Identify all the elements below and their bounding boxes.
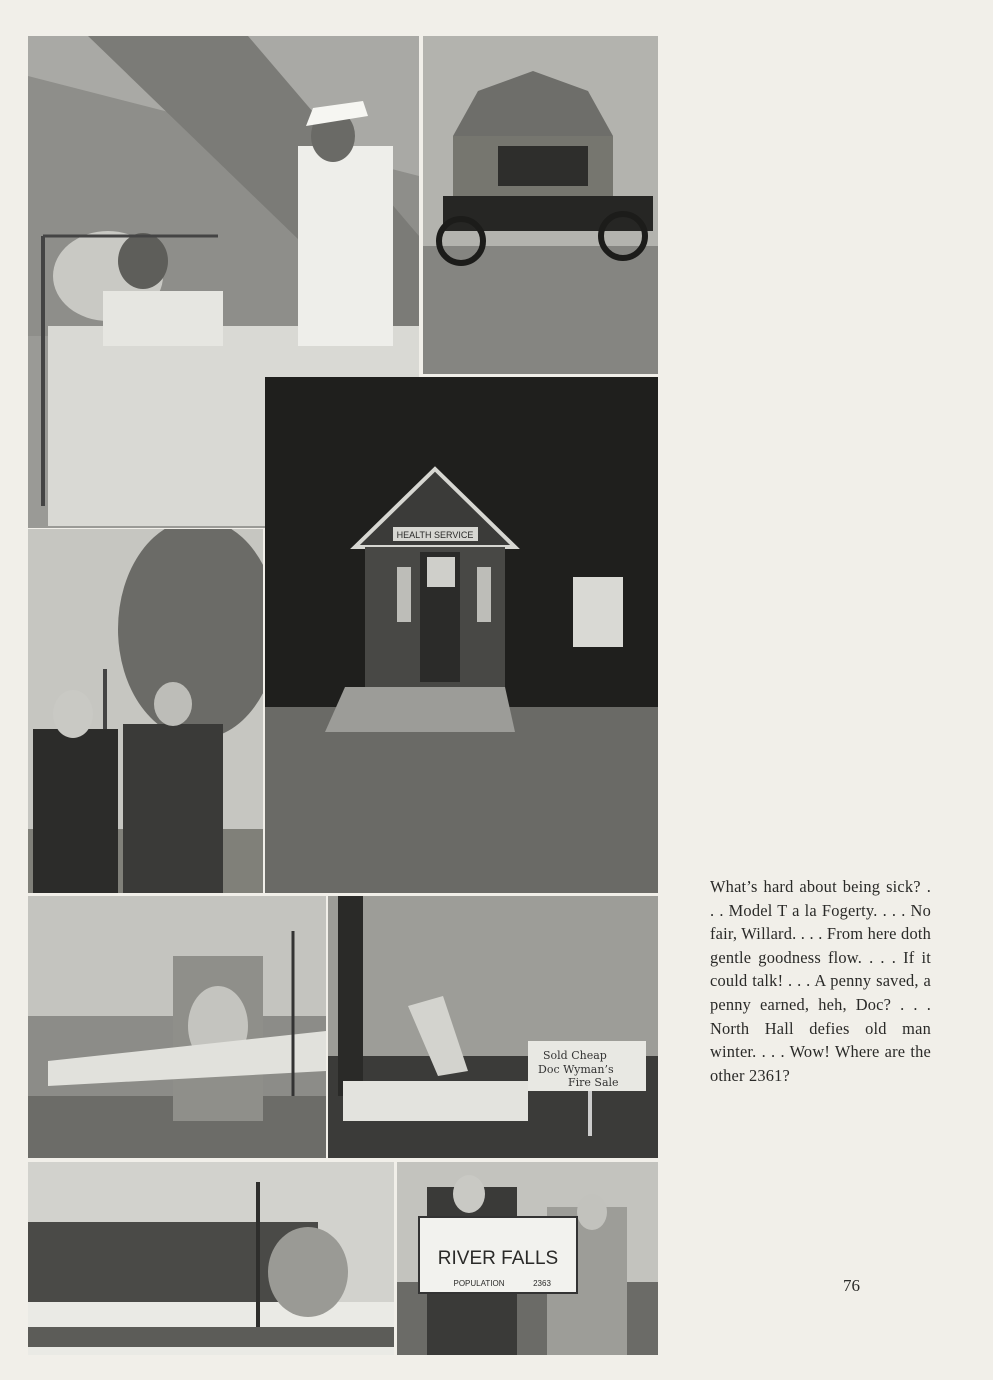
town-sign-population-label: POPULATION	[453, 1279, 505, 1288]
page-number: 76	[843, 1276, 860, 1295]
town-sign-population: 2363	[533, 1279, 551, 1288]
sale-sign-line-2: Doc Wyman’s	[538, 1063, 614, 1076]
photo-furniture-sale	[328, 896, 658, 1158]
sale-sign-line-1: Sold Cheap	[543, 1049, 607, 1062]
town-sign-name: RIVER FALLS	[437, 1248, 559, 1269]
health-service-sign-text: HEALTH SERVICE	[396, 530, 474, 540]
photo-health-service-building	[265, 377, 658, 893]
photo-river-falls-sign	[397, 1162, 658, 1355]
photo-model-t-and-barn	[423, 36, 658, 374]
photo-caption: What’s hard about being sick? . . . Model T a la Fogerty. . . . No fair, Willard. . . . From here doth gentle goodness flow. . . . If it could talk! . . . A penny saved, a penny earned, heh, Doc? . . . North Hall defies old man winter. . . . Wow! Where are the other 2361?	[710, 877, 931, 1085]
photo-couple-outdoors	[28, 529, 263, 893]
photo-bridge	[28, 896, 326, 1158]
photo-north-hall-winter	[28, 1162, 394, 1355]
sale-sign-line-3: Fire Sale	[568, 1076, 619, 1089]
